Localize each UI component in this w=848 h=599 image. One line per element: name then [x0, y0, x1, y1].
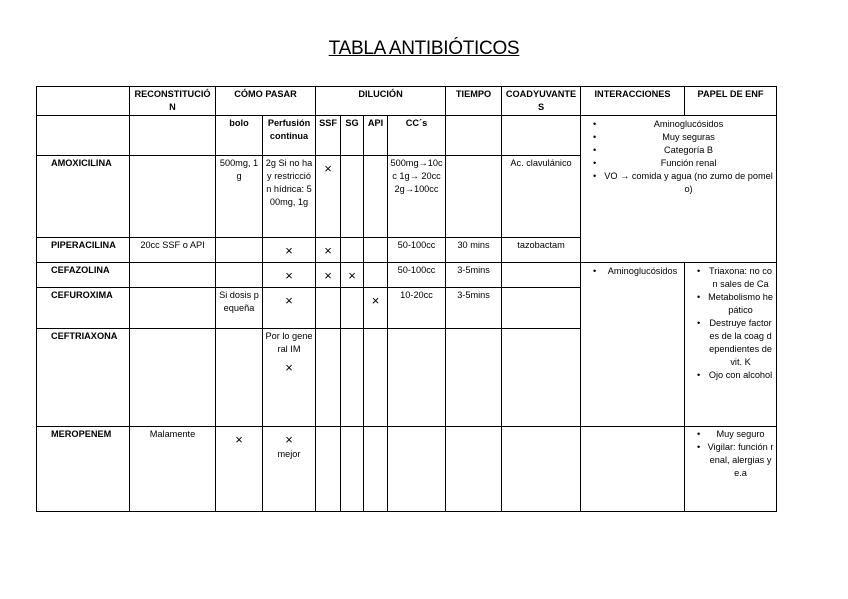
x-mark: × — [324, 268, 332, 283]
list-item: • Muy seguras — [597, 131, 774, 144]
list-item: • Vigilar: función renal, alergias y e.a — [701, 441, 774, 480]
corner-cell — [37, 87, 130, 116]
x-mark: × — [285, 268, 293, 283]
antibiotics-table — [36, 86, 777, 512]
subheader-bolo: bolo — [216, 116, 263, 156]
subheader-ccs: CC´s — [388, 116, 446, 156]
list-item: • Ojo con alcohol — [701, 369, 774, 382]
list-item: • Metabolismo hepático — [701, 291, 774, 317]
tiempo-cell: 3-5mins — [446, 288, 502, 329]
coadyuvantes-cell: Ac. clavulánico — [502, 156, 581, 238]
perfusion-note: mejor — [277, 449, 301, 459]
list-item: • Función renal — [597, 157, 774, 170]
page-title: TABLA ANTIBIÓTICOS — [328, 38, 520, 59]
ccs-cell: 50-100cc — [388, 263, 446, 288]
header-coadyuvantes: COADYUVANTES — [502, 87, 581, 116]
drug-name: CEFUROXIMA — [37, 288, 130, 329]
x-mark: × — [235, 432, 243, 447]
subheader-ssf: SSF — [316, 116, 341, 156]
drug-name: PIPERACILINA — [37, 238, 130, 263]
cefalosporinas-papel-enf — [685, 263, 777, 427]
x-mark: × — [324, 161, 332, 176]
header-papel-enf: PAPEL DE ENF — [685, 87, 777, 116]
drug-name: CEFTRIAXONA — [37, 329, 130, 427]
header-reconstitucion: RECONSTITUCIÓN — [130, 87, 216, 116]
tiempo-cell: 30 mins — [446, 238, 502, 263]
reconstitucion-cell: 20cc SSF o API — [130, 238, 216, 263]
perfusion-cell: Por lo general IM × — [263, 329, 316, 427]
penicilinas-bullets — [583, 118, 774, 196]
x-mark: × — [285, 293, 293, 308]
header-row — [37, 87, 777, 116]
list-item: • Categoría B — [597, 144, 774, 157]
list-item: • Aminoglucósidos — [597, 265, 682, 278]
drug-name: AMOXICILINA — [37, 156, 130, 238]
ccs-cell: 50-100cc — [388, 238, 446, 263]
cefalosporinas-interacciones — [581, 263, 685, 427]
x-mark: × — [285, 432, 293, 447]
meropenem-papel-enf — [685, 427, 777, 512]
subheader-api: API — [364, 116, 388, 156]
header-interacciones: INTERACCIONES — [581, 87, 685, 116]
x-mark: × — [371, 293, 380, 308]
ssf-cell — [316, 156, 341, 238]
header-tiempo: TIEMPO — [446, 87, 502, 116]
penicilinas-notes — [581, 116, 777, 263]
perfusion-cell: 2g Si no hay restricción hídrica: 500mg, 1g — [263, 156, 316, 238]
coadyuvantes-cell: tazobactam — [502, 238, 581, 263]
reconstitucion-cell: Malamente — [130, 427, 216, 512]
x-mark: × — [324, 243, 332, 258]
ccs-cell: 500mg→10cc 1g→ 20cc 2g→100cc — [388, 156, 446, 238]
drug-name: MEROPENEM — [37, 427, 130, 512]
tiempo-cell: 3-5mins — [446, 263, 502, 288]
list-item: • Triaxona: no con sales de Ca — [701, 265, 774, 291]
header-dilucion: DILUCIÓN — [316, 87, 446, 116]
x-mark: × — [285, 243, 293, 258]
x-mark: × — [285, 360, 293, 375]
bolo-cell: 500mg, 1g — [216, 156, 263, 238]
subheader-perfusion: Perfusión continua — [263, 116, 316, 156]
subheader-sg: SG — [341, 116, 364, 156]
list-item: • Destruye factores de la coag dependientes de vit. K — [701, 317, 774, 369]
drug-name: CEFAZOLINA — [37, 263, 130, 288]
table-row — [37, 263, 777, 288]
ccs-cell: 10-20cc — [388, 288, 446, 329]
list-item: • Muy seguro — [701, 428, 774, 441]
header-como-pasar: CÓMO PASAR — [216, 87, 316, 116]
x-mark: × — [348, 268, 356, 283]
subheader-row — [37, 116, 777, 156]
table-row — [37, 427, 777, 512]
bolo-cell: Si dosis pequeña — [216, 288, 263, 329]
list-item: • Aminoglucósidos — [597, 118, 774, 131]
list-item: • VO → comida y agua (no zumo de pomelo) — [597, 170, 774, 196]
